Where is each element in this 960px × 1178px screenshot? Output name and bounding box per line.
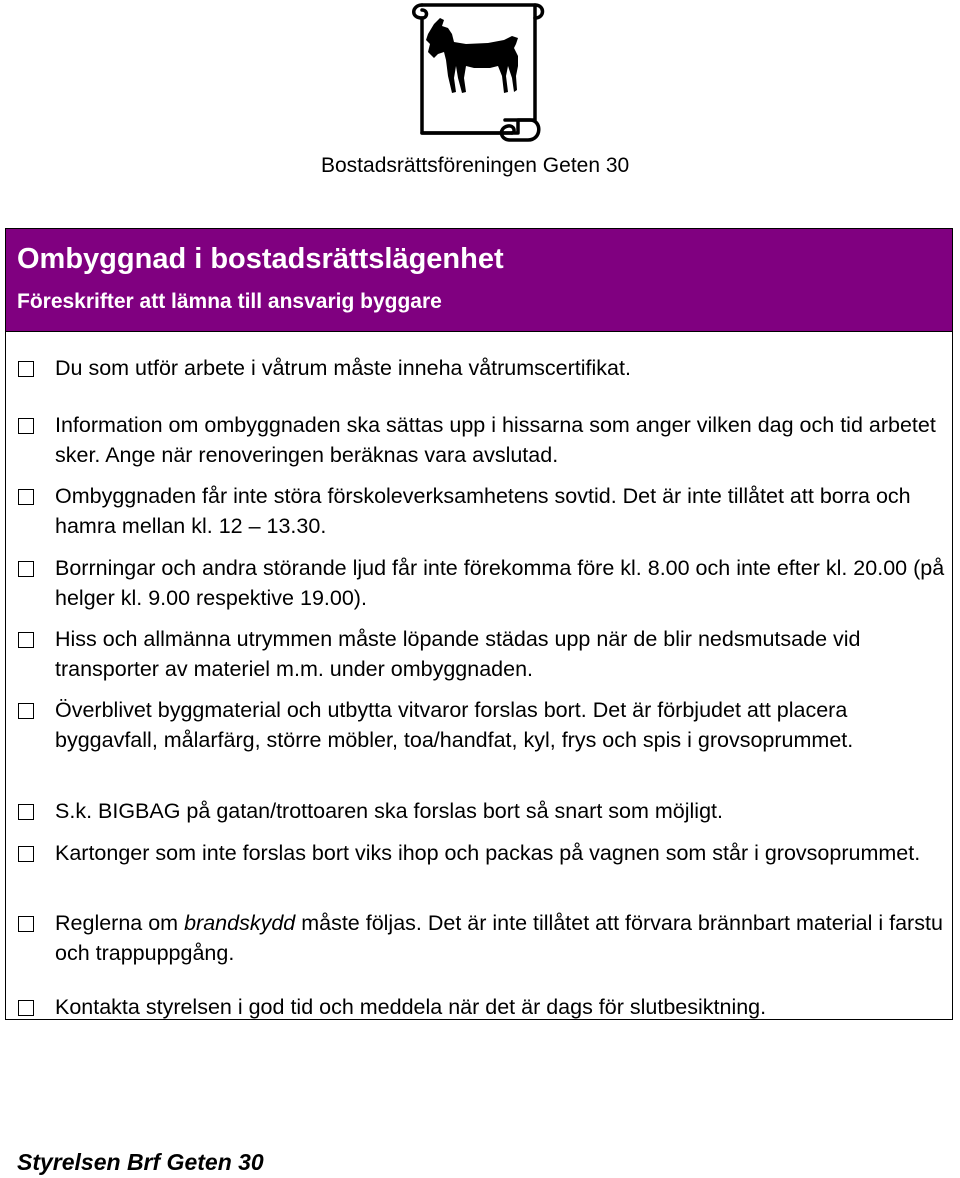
association-name: Bostadsrättsföreningen Geten 30 [321, 154, 630, 177]
checklist-item [18, 992, 948, 1022]
title-banner [6, 229, 952, 332]
text-segment: måste följas. Det är inte tillåtet att förvara brännbart material i farstu och trappuppgång. [55, 911, 943, 965]
checklist-frame [5, 228, 953, 1020]
checklist-item-text: S.k. BIGBAG på gatan/trottoaren ska forslas bort så snart som möjligt. [55, 799, 723, 823]
checkbox[interactable] [18, 361, 34, 377]
checklist-item-text: Hiss och allmänna utrymmen måste löpande städas upp när de blir nedsmutsade vid transporter av materiel m.m. under ombyggnaden. [55, 627, 861, 681]
checkbox[interactable] [18, 804, 34, 820]
checkbox[interactable] [18, 846, 34, 862]
checkbox[interactable] [18, 561, 34, 577]
checklist-item-text [55, 908, 948, 968]
checklist-item [18, 695, 948, 755]
document-title: Ombyggnad i bostadsrättslägenhet [17, 243, 504, 275]
checkbox[interactable] [18, 703, 34, 719]
checklist-item [18, 353, 948, 383]
checklist-item-text: Kontakta styrelsen i god tid och meddela när det är dags för slutbesiktning. [55, 995, 767, 1019]
emphasized-term: brandskydd [184, 911, 296, 935]
checklist-item [18, 624, 948, 684]
checkbox[interactable] [18, 632, 34, 648]
checklist-item [18, 481, 948, 541]
checkbox[interactable] [18, 418, 34, 434]
goat-scroll-icon [400, 0, 550, 145]
checklist-item [18, 410, 948, 470]
checkbox[interactable] [18, 916, 34, 932]
checklist-item-text: Ombyggnaden får inte störa förskoleverksamhetens sovtid. Det är inte tillåtet att borra och hamra mellan kl. 12 – 13.30. [55, 484, 911, 538]
checklist-item [18, 838, 948, 868]
checklist-item-text: Borrningar och andra störande ljud får inte förekomma före kl. 8.00 och inte efter kl. 20.00 (på helger kl. 9.00 respektive 19.00). [55, 556, 945, 610]
text-segment: Reglerna om [55, 911, 185, 935]
checklist-item-text: Kartonger som inte forslas bort viks ihop och packas på vagnen som står i grovsoprummet. [55, 841, 921, 865]
document-subtitle: Föreskrifter att lämna till ansvarig byggare [17, 290, 442, 313]
checkbox[interactable] [18, 1000, 34, 1016]
checkbox[interactable] [18, 489, 34, 505]
checklist-item-text: Du som utför arbete i våtrum måste inneha våtrumscertifikat. [55, 356, 631, 380]
signature: Styrelsen Brf Geten 30 [17, 1149, 264, 1175]
checklist-item [18, 908, 948, 968]
checklist-item-text: Överblivet byggmaterial och utbytta vitvaror forslas bort. Det är förbjudet att placera byggavfall, målarfärg, större möbler, toa/handfat, kyl, frys och spis i grovsoprummet. [55, 698, 854, 752]
checklist-item [18, 796, 948, 826]
checklist-item [18, 553, 948, 613]
checklist-item-text: Information om ombyggnaden ska sättas upp i hissarna som anger vilken dag och tid arbetet sker. Ange när renoveringen beräknas vara avslutad. [55, 413, 936, 467]
